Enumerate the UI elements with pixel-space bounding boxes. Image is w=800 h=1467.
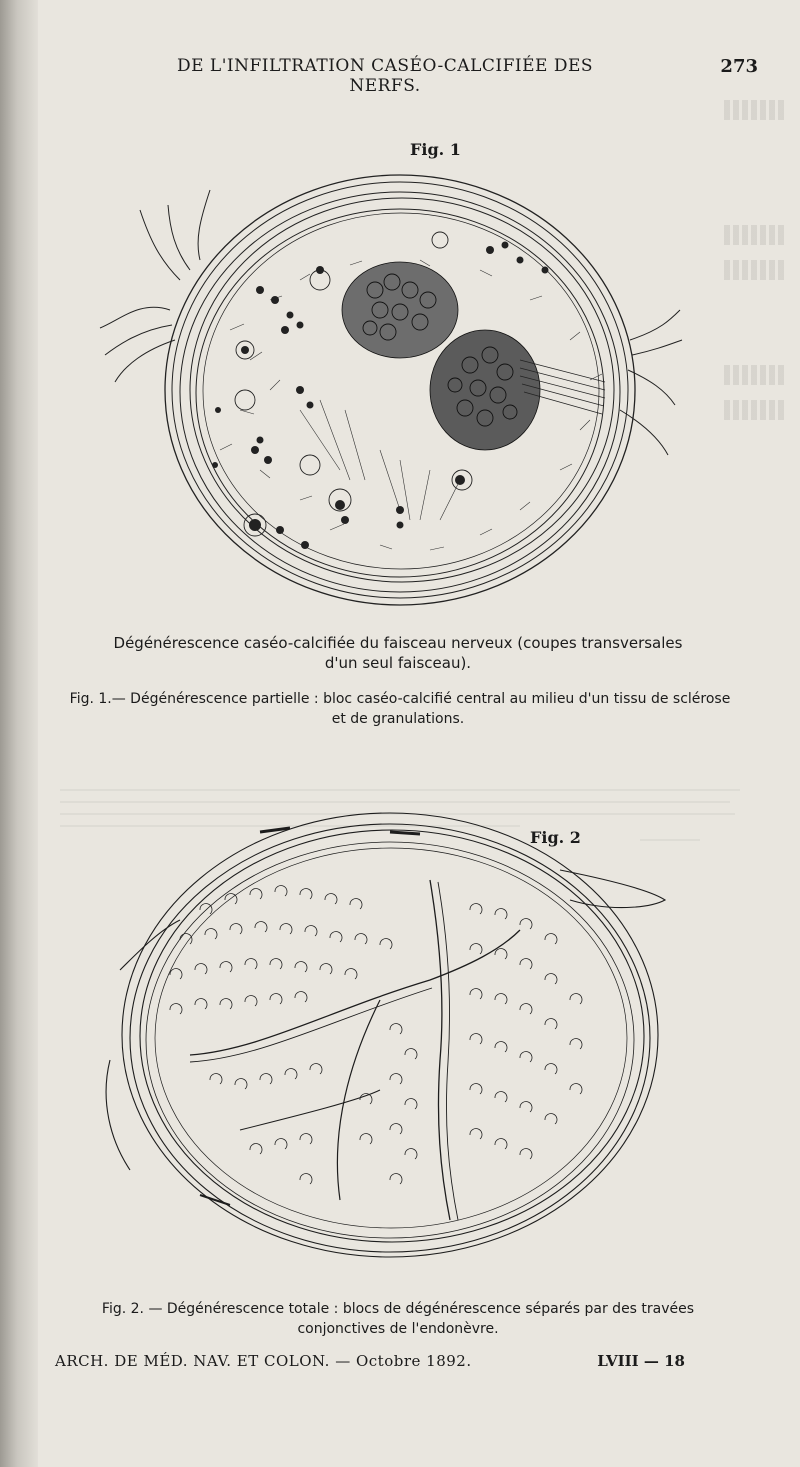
- figure-1-label: Fig. 1: [410, 140, 461, 159]
- figure-2-caption-line2: conjonctives de l'endonèvre.: [297, 1321, 499, 1337]
- figure-2-caption: Fig. 2. — Dégénérescence totale : blocs de dégénérescence séparés par des travées: [101, 1301, 695, 1317]
- figure-1-caption-line2: et de granulations.: [331, 711, 465, 727]
- running-head: DE L'INFILTRATION CASÉO-CALCIFIÉE DES NERFS.: [176, 56, 594, 96]
- figure-1-caption-title: Dégénérescence caséo-calcifiée du faisceau nerveux (coupes transversales: [113, 634, 683, 652]
- figure-2-label: Fig. 2: [530, 828, 581, 847]
- page-number: 273: [720, 56, 758, 77]
- figure-1-caption-title-line2: d'un seul faisceau).: [324, 654, 472, 672]
- figure-1-illustration: [0, 150, 800, 620]
- journal-reference: ARCH. DE MÉD. NAV. ET COLON. — Octobre 1892.: [55, 1352, 472, 1370]
- bleed-through-text: [724, 100, 784, 120]
- figure-2-illustration: [0, 800, 800, 1300]
- figure-1-caption: Fig. 1.— Dégénérescence partielle : bloc caséo-calcifié central au milieu d'un tissu de sclérose: [69, 691, 731, 707]
- volume-signature: LVIII — 18: [597, 1352, 685, 1370]
